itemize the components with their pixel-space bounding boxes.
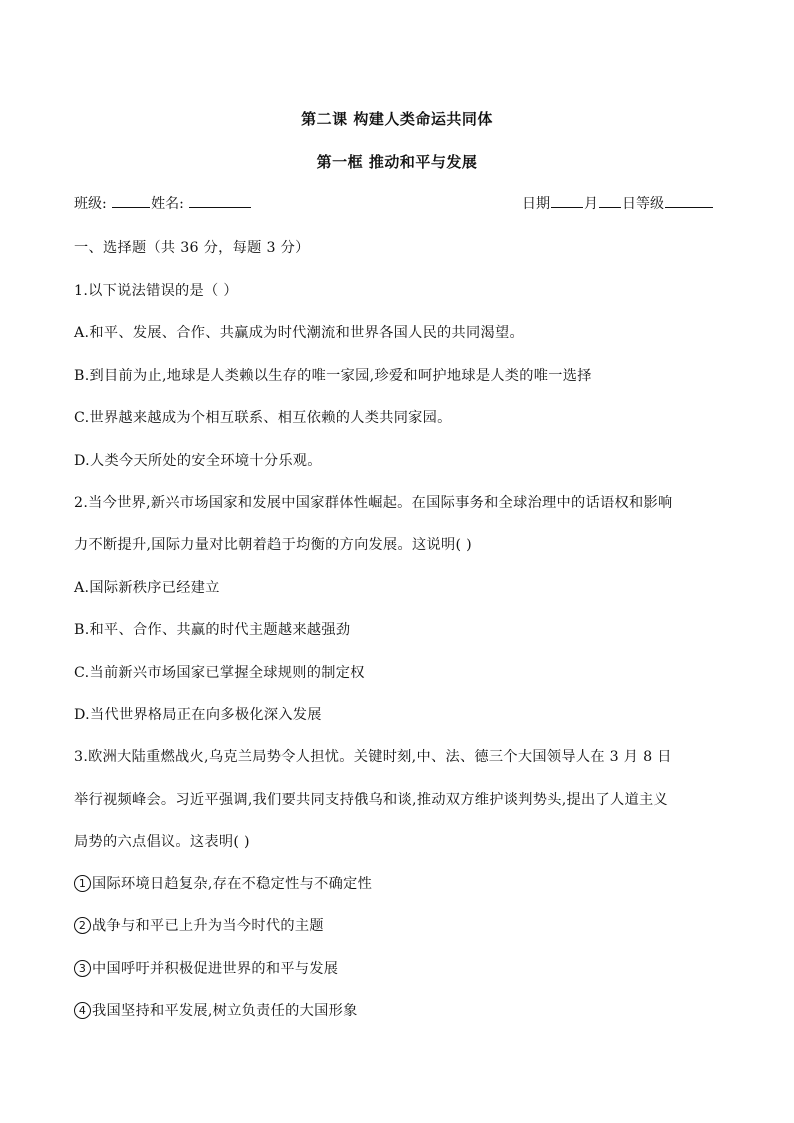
name-label: 姓名:: [151, 196, 184, 212]
question-2-option-b: B.和平、合作、共赢的时代主题越来越强劲: [74, 622, 351, 638]
question-3-statement-4: [74, 1000, 724, 1020]
question-3-stem-line-3: 局势的六点倡议。这表明( ): [74, 834, 250, 850]
grade-blank[interactable]: [665, 193, 713, 208]
circled-number-1: 1: [74, 875, 91, 892]
question-2-option-d: D.当代世界格局正在向多极化深入发展: [74, 707, 322, 723]
lesson-title: 第二课 构建人类命运共同体: [301, 110, 493, 128]
question-1-option-b: B.到目前为止,地球是人类赖以生存的唯一家园,珍爱和呵护地球是人类的唯一选择: [74, 368, 592, 384]
statement-text: 战争与和平已上升为当今时代的主题: [92, 918, 324, 934]
circled-number-2: 2: [74, 917, 91, 934]
date-blank[interactable]: [551, 193, 583, 208]
question-3-statement-3: [74, 958, 724, 978]
class-label: 班级:: [74, 196, 107, 212]
statement-text: 国际环境日趋复杂,存在不稳定性与不确定性: [92, 876, 373, 892]
section-title: 第一框 推动和平与发展: [316, 153, 478, 171]
question-3-statement-1: [74, 873, 724, 893]
statement-text: 我国坚持和平发展,树立负责任的大国形象: [92, 1003, 358, 1019]
question-2-stem-line-2: 力不断提升,国际力量对比朝着趋于均衡的方向发展。这说明( ): [74, 537, 472, 553]
class-blank[interactable]: [112, 193, 150, 208]
question-3-stem-line-1: 3.欧洲大陆重燃战火,乌克兰局势令人担忧。关键时刻,中、法、德三个大国领导人在 3 月 8 日: [74, 749, 672, 765]
grade-label: 日等级: [622, 196, 664, 212]
date-info: [522, 193, 714, 213]
question-1-option-c: C.世界越来越成为个相互联系、相互依赖的人类共同家园。: [74, 410, 452, 426]
circled-number-3: 3: [74, 960, 91, 977]
question-2-stem-line-1: 2.当今世界,新兴市场国家和发展中国家群体性崛起。在国际事务和全球治理中的话语权和影响: [74, 495, 673, 511]
question-1-option-a: A.和平、发展、合作、共赢成为时代潮流和世界各国人民的共同渴望。: [74, 325, 524, 341]
student-info-row: [74, 193, 714, 215]
section-heading: 一、选择题（共 36 分，每题 3 分）: [74, 240, 310, 256]
question-3-stem-line-2: 举行视频峰会。习近平强调,我们要共同支持俄乌和谈,推动双方维护谈判势头,提出了人道主义: [74, 792, 668, 808]
question-1-option-d: D.人类今天所处的安全环境十分乐观。: [74, 453, 322, 469]
question-3-statement-2: [74, 915, 724, 935]
question-2-option-a: A.国际新秩序已经建立: [74, 580, 220, 596]
student-info-left: [74, 193, 252, 213]
circled-number-4: 4: [74, 1002, 91, 1019]
month-label: 月: [584, 196, 598, 212]
month-blank[interactable]: [599, 193, 621, 208]
statement-text: 中国呼吁并积极促进世界的和平与发展: [92, 961, 339, 977]
question-2-option-c: C.当前新兴市场国家已掌握全球规则的制定权: [74, 665, 365, 681]
date-label: 日期: [522, 196, 550, 212]
question-1-stem: 1.以下说法错误的是（ ）: [74, 283, 238, 299]
name-blank[interactable]: [189, 193, 251, 208]
